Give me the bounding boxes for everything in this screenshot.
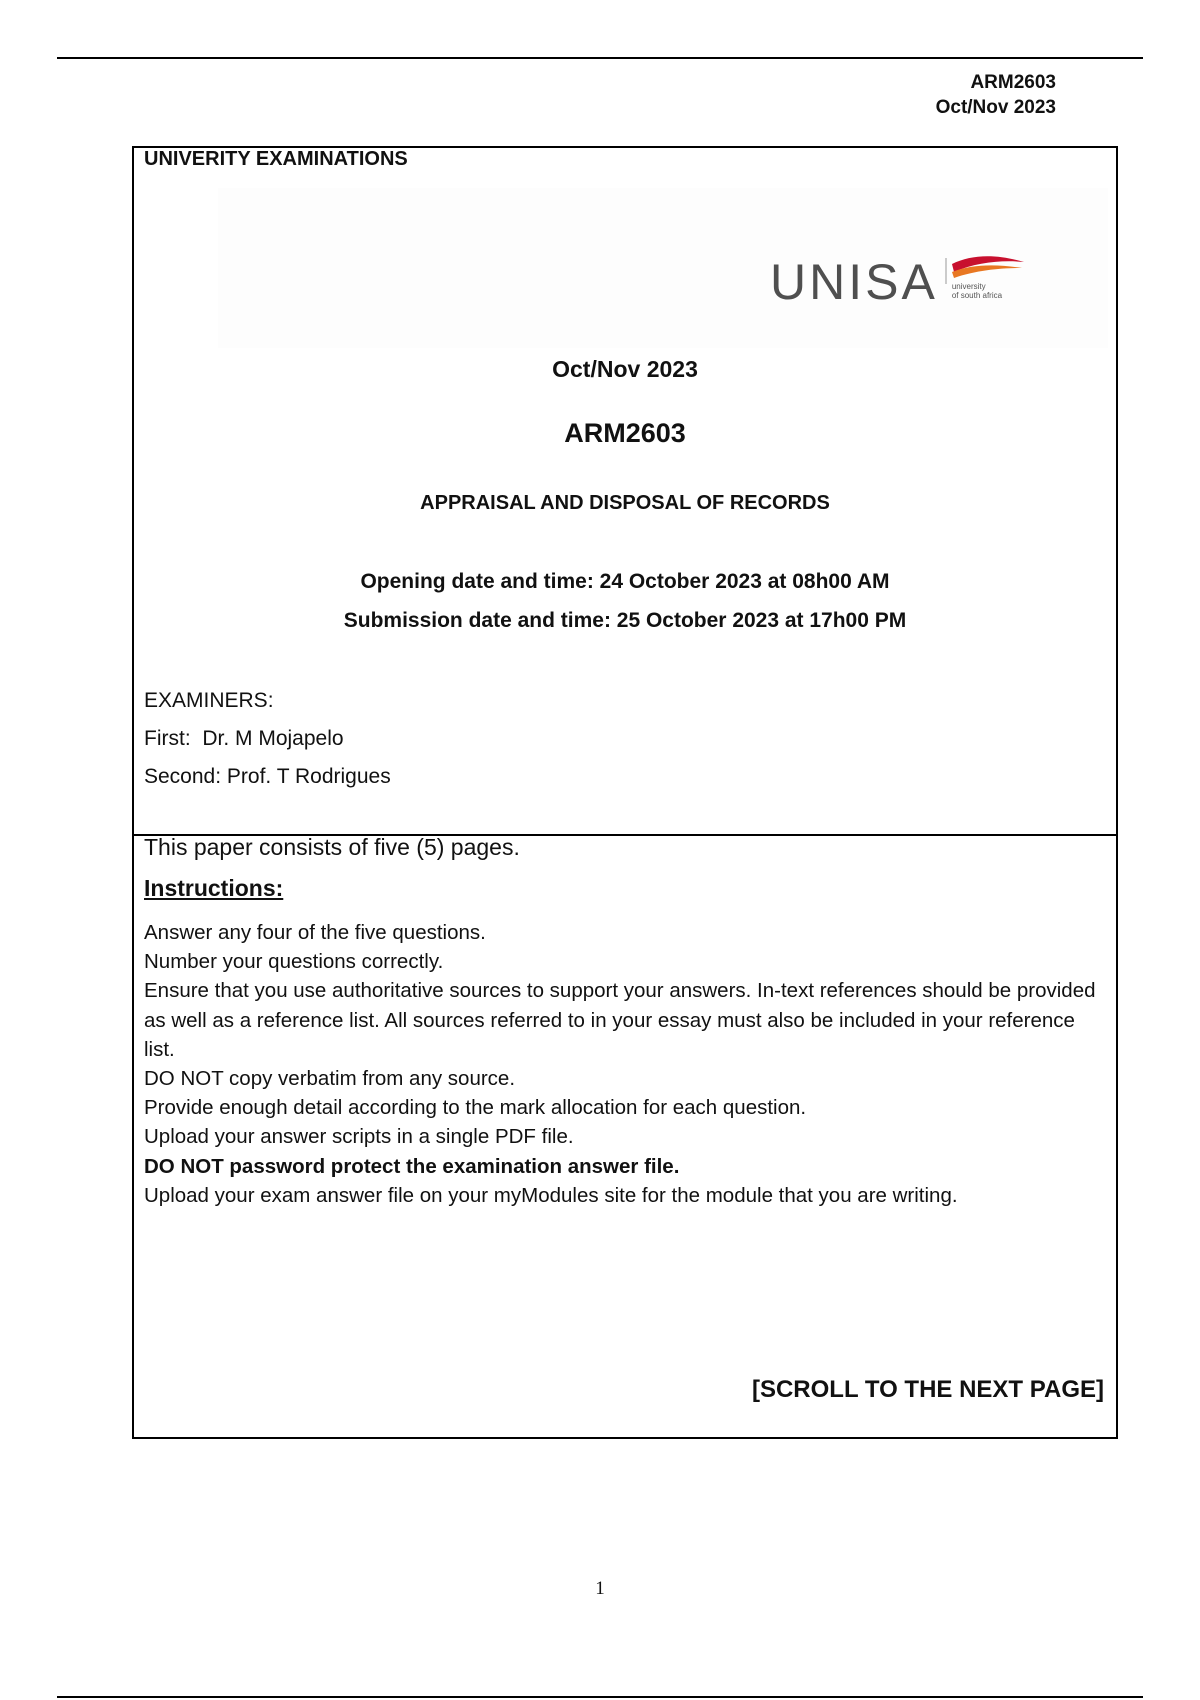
top-rule [57, 57, 1143, 59]
submission-datetime: Submission date and time: 25 October 2023 at 17h00 PM [343, 609, 907, 632]
exam-type-heading: UNIVERITY EXAMINATIONS [144, 148, 408, 170]
logo-swoosh-icon [942, 254, 1032, 310]
examiners-block [144, 682, 391, 796]
instruction-item: Ensure that you use authoritative sources to support your answers. In-text references should be provided as well as a reference list. All sources referred to in your essay must also be included in your reference list. [144, 979, 1096, 1061]
module-code: ARM2603 [564, 418, 686, 448]
logo-wordmark: UNISA [770, 254, 938, 310]
unisa-logo [770, 254, 1032, 310]
page-header [936, 70, 1056, 120]
bottom-rule [57, 1696, 1143, 1698]
page-count-note: This paper consists of five (5) pages. [144, 834, 520, 860]
examiners-label: EXAMINERS: [144, 689, 274, 712]
header-session: Oct/Nov 2023 [935, 97, 1056, 118]
instruction-item: Upload your exam answer file on your myModules site for the module that you are writing. [144, 1183, 958, 1207]
instruction-item: Number your questions correctly. [144, 950, 444, 974]
logo-tagline [952, 282, 1002, 300]
instruction-item: Answer any four of the five questions. [144, 921, 486, 944]
cover-frame [132, 146, 1118, 1439]
module-title: APPRAISAL AND DISPOSAL OF RECORDS [420, 492, 830, 514]
logo-tagline-line2: of south africa [951, 291, 1003, 300]
page-number: 1 [595, 1578, 605, 1599]
scroll-next-page-note: [SCROLL TO THE NEXT PAGE] [751, 1376, 1104, 1403]
instruction-item: Provide enough detail according to the mark allocation for each question. [144, 1096, 807, 1120]
instruction-item-bold: DO NOT password protect the examination answer file. [144, 1154, 680, 1178]
exam-session: Oct/Nov 2023 [552, 356, 698, 382]
opening-datetime: Opening date and time: 24 October 2023 at 08h00 AM [360, 570, 890, 593]
first-examiner: First: Dr. M Mojapelo [144, 727, 344, 750]
header-module-code: ARM2603 [970, 72, 1056, 93]
second-examiner: Second: Prof. T Rodrigues [144, 765, 391, 788]
logo-tagline-line1: university [951, 282, 986, 291]
instructions-heading: Instructions: [144, 875, 284, 901]
instructions-list [144, 918, 1104, 1210]
instruction-item: DO NOT copy verbatim from any source. [144, 1067, 516, 1091]
instruction-item: Upload your answer scripts in a single PDF file. [144, 1125, 574, 1149]
